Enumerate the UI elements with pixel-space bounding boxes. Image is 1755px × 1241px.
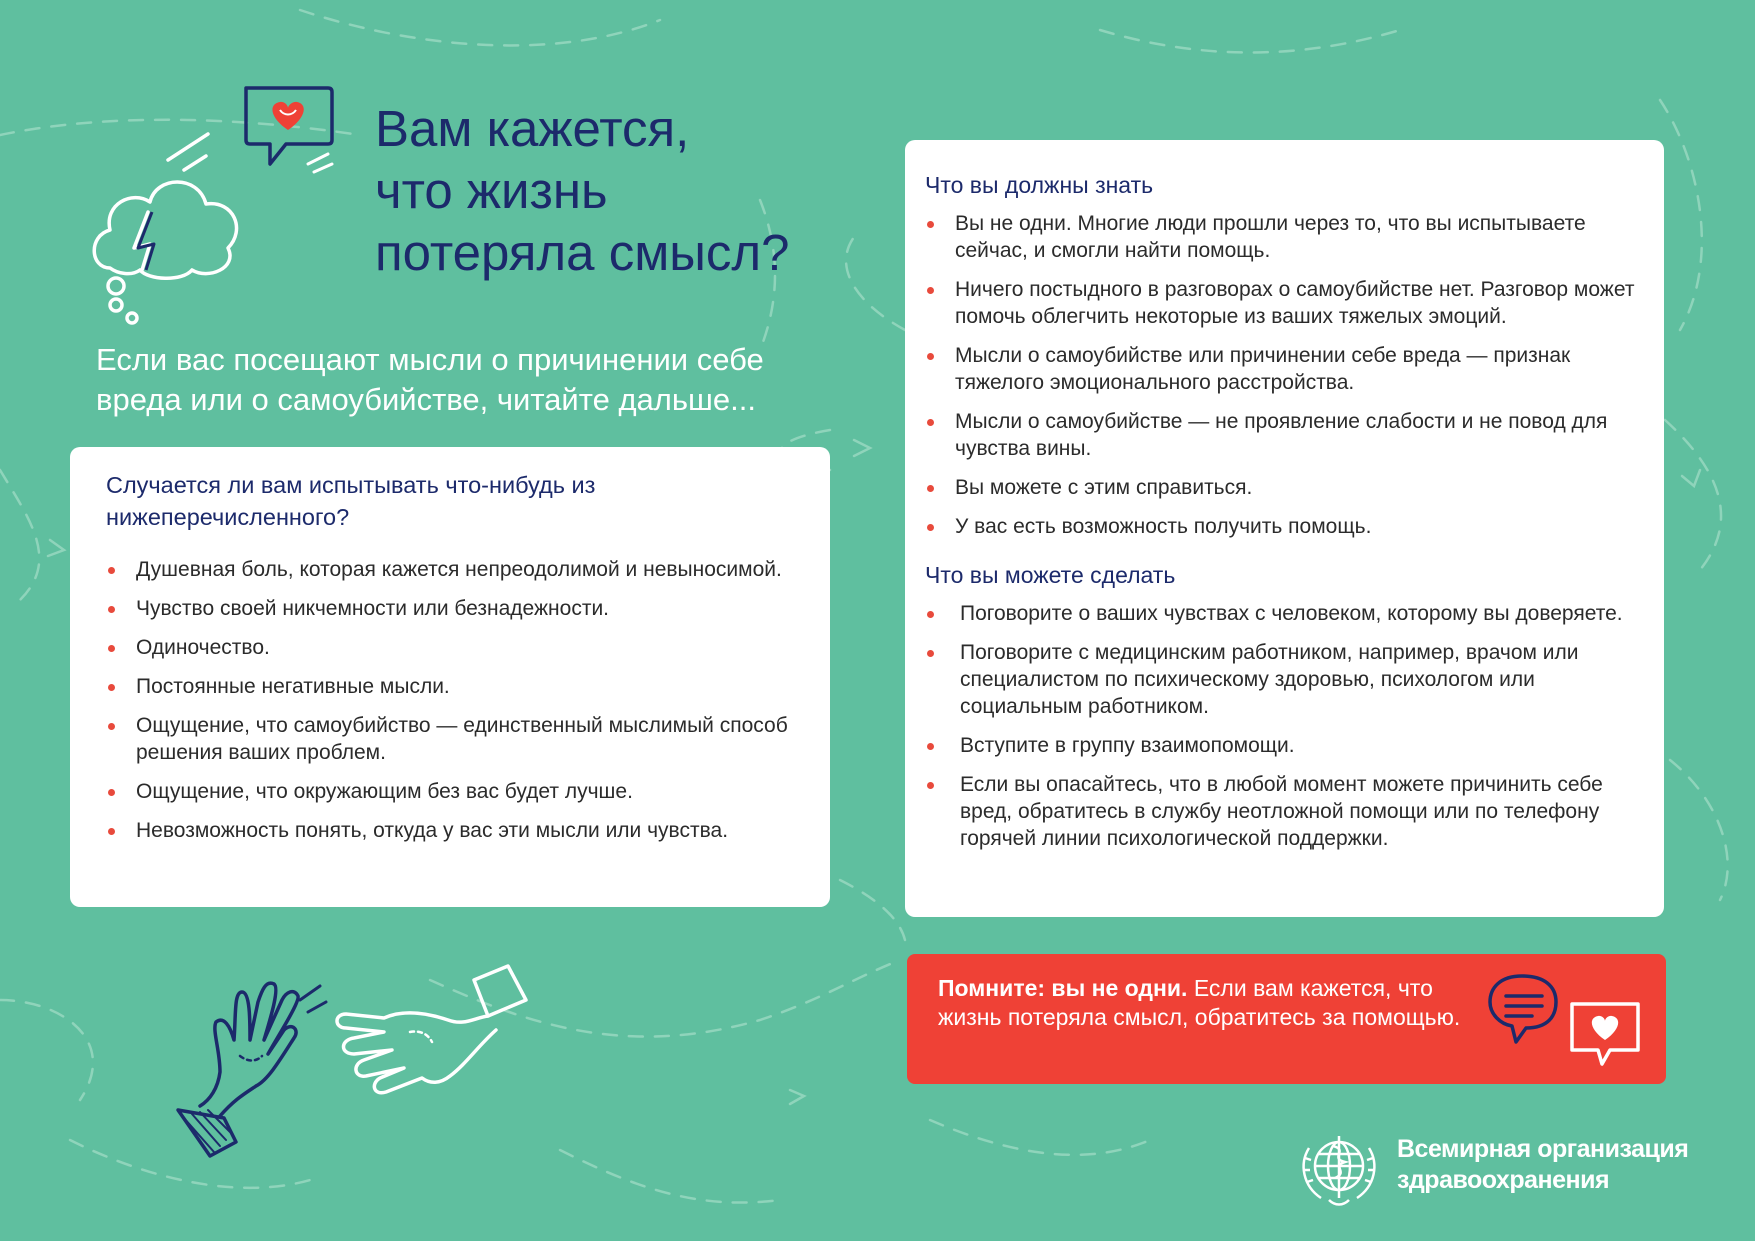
list-item: Чувство своей никчемности или безнадежности. bbox=[106, 595, 798, 622]
chat-bubble-icon bbox=[1486, 970, 1646, 1070]
title-line-1: Вам кажется, bbox=[375, 100, 690, 157]
list-item: Ничего постыдного в разговорах о самоубийстве нет. Разговор может помочь облегчить некоторые из ваших тяжелых эмоций. bbox=[925, 276, 1640, 330]
know-heading: Что вы должны знать bbox=[925, 172, 1154, 198]
list-item: Если вы опасайтесь, что в любой момент можете причинить себе вред, обратитесь в службу неотложной помощи или по телефону горячей линии психологической поддержки. bbox=[925, 771, 1640, 852]
list-item: Поговорите с медицинским работником, например, врачом или специалистом по психическому здоровью, психологом или социальным работником. bbox=[925, 639, 1640, 720]
title-line-2: что жизнь bbox=[375, 162, 608, 219]
thought-cloud-icon bbox=[88, 120, 248, 330]
do-list bbox=[925, 600, 1640, 852]
list-item: Вы можете с этим справиться. bbox=[925, 474, 1640, 501]
do-heading: Что вы можете сделать bbox=[925, 562, 1176, 588]
list-item: Душевная боль, которая кажется непреодолимой и невыносимой. bbox=[106, 556, 798, 583]
list-item: Мысли о самоубийстве — не проявление слабости и не повод для чувства вины. bbox=[925, 408, 1640, 462]
who-name bbox=[1397, 1134, 1688, 1196]
list-item: Вступите в группу взаимопомощи. bbox=[925, 732, 1640, 759]
list-item: Ощущение, что самоубийство — единственный мыслимый способ решения ваших проблем. bbox=[106, 712, 798, 766]
intro-text: Если вас посещают мысли о причинении себе вреда или о самоубийстве, читайте дальше... bbox=[96, 342, 764, 417]
who-name-line-2: здравоохранения bbox=[1397, 1166, 1610, 1194]
symptoms-heading: Случается ли вам испытывать что-нибудь из нижеперечисленного? bbox=[106, 472, 596, 530]
list-item: Постоянные негативные мысли. bbox=[106, 673, 798, 700]
remember-text: Если вам кажется, что жизнь потеряла смысл, обратитесь за помощью. bbox=[938, 975, 1461, 1030]
symptoms-list bbox=[106, 556, 798, 844]
advice-card bbox=[905, 140, 1664, 917]
who-emblem-icon bbox=[1295, 1128, 1383, 1208]
hands-icon bbox=[170, 960, 540, 1170]
list-item: Одиночество. bbox=[106, 634, 798, 661]
symptoms-card bbox=[70, 447, 830, 907]
list-item: Невозможность понять, откуда у вас эти мысли или чувства. bbox=[106, 817, 798, 844]
remember-bold: Помните: вы не одни. bbox=[938, 975, 1188, 1001]
who-name-line-1: Всемирная организация bbox=[1397, 1135, 1689, 1163]
title-line-3: потеряла смысл? bbox=[375, 224, 790, 281]
list-item: Ощущение, что окружающим без вас будет лучше. bbox=[106, 778, 798, 805]
know-list bbox=[925, 210, 1640, 540]
page-title bbox=[375, 98, 835, 284]
list-item: Вы не одни. Многие люди прошли через то, что вы испытываете сейчас, и смогли найти помощь. bbox=[925, 210, 1640, 264]
who-logo bbox=[1295, 1128, 1735, 1208]
list-item: У вас есть возможность получить помощь. bbox=[925, 513, 1640, 540]
list-item: Поговорите о ваших чувствах с человеком, которому вы доверяете. bbox=[925, 600, 1640, 627]
heart-speech-bubble-icon bbox=[240, 82, 340, 174]
list-item: Мысли о самоубийстве или причинении себе вреда — признак тяжелого эмоционального расстройства. bbox=[925, 342, 1640, 396]
